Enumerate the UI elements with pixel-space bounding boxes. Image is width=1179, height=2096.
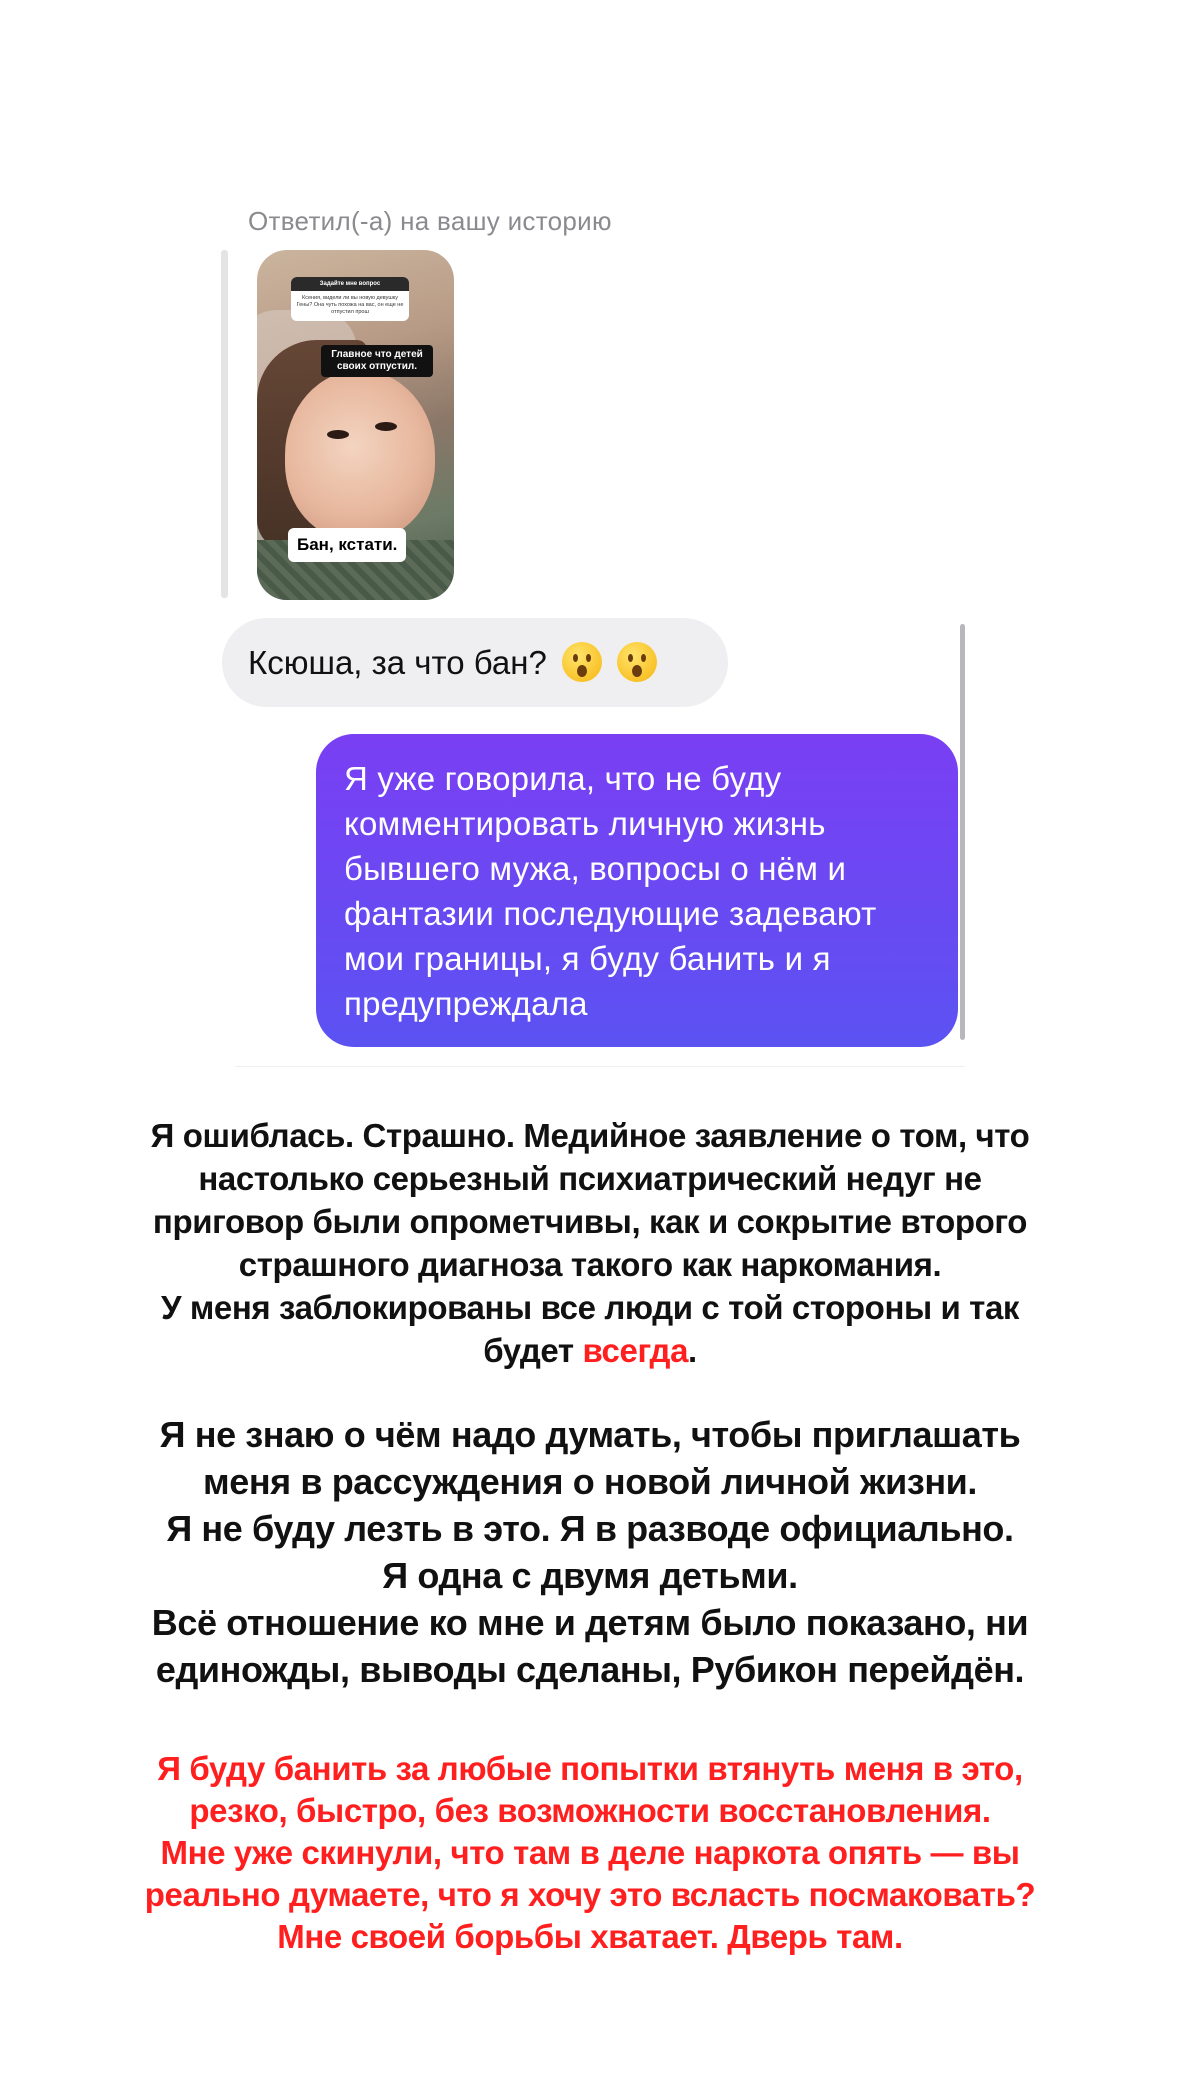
incoming-message-bubble[interactable] bbox=[222, 618, 728, 707]
quote-bar bbox=[221, 250, 228, 598]
divider bbox=[235, 1066, 965, 1067]
statement-text: . bbox=[688, 1332, 697, 1369]
story-photo-eye bbox=[375, 422, 397, 431]
story-photo-face bbox=[285, 370, 435, 540]
warning-line: Мне уже скинули, что там в деле наркота опять — вы bbox=[160, 1834, 1020, 1871]
statement-line: меня в рассуждения о новой личной жизни. bbox=[202, 1461, 978, 1502]
story-thumbnail[interactable] bbox=[257, 250, 454, 600]
statement-line: У меня заблокированы все люди с той стороны и так bbox=[160, 1289, 1020, 1326]
warning-line: Я буду банить за любые попытки втянуть меня в это, bbox=[157, 1750, 1023, 1787]
hushed-face-emoji-icon bbox=[562, 642, 602, 682]
question-sticker bbox=[291, 277, 409, 321]
statement-line: единожды, выводы сделаны, Рубикон перейдён. bbox=[155, 1649, 1025, 1690]
story-photo-eye bbox=[327, 430, 349, 439]
statement-line: страшного диагноза такого как наркомания. bbox=[238, 1246, 942, 1283]
statement-line: Я ошиблась. Страшно. Медийное заявление о том, что bbox=[150, 1117, 1030, 1154]
statement-line: Всё отношение ко мне и детям было показано, ни bbox=[151, 1602, 1029, 1643]
incoming-message-text: Ксюша, за что бан? bbox=[248, 644, 547, 681]
warning-line: реально думаете, что я хочу это всласть посмаковать? bbox=[144, 1876, 1036, 1913]
question-sticker-text: Ксения, видели ли вы новую девушку Гены? Она чуть похожа на вас, он еще не отпустил прош bbox=[296, 295, 404, 315]
statement-paragraph-1 bbox=[80, 1114, 1100, 1372]
statement-line: приговор были опрометчивы, как и сокрытие второго bbox=[152, 1203, 1028, 1240]
statement-line: Я одна с двумя детьми. bbox=[382, 1555, 798, 1596]
warning-paragraph bbox=[80, 1748, 1100, 1958]
statement-line bbox=[80, 1329, 1100, 1372]
statement-paragraph-2 bbox=[80, 1411, 1100, 1693]
warning-line: Мне своей борьбы хватает. Дверь там. bbox=[277, 1918, 903, 1955]
outgoing-message-text: Я уже говорила, что не буду комментировать личную жизнь бывшего мужа, вопросы о нём и фантазии последующие задевают мои границы, я буду банить и я предупреждала bbox=[344, 760, 877, 1022]
hushed-face-emoji-icon bbox=[617, 642, 657, 682]
outgoing-message-bubble[interactable] bbox=[316, 734, 958, 1047]
statement-text: будет bbox=[483, 1332, 583, 1369]
story-caption-sticker: Главное что детей своих отпустил. bbox=[321, 345, 433, 377]
chat-scrollbar[interactable] bbox=[960, 624, 965, 1040]
highlight-word: всегда bbox=[582, 1332, 689, 1369]
statement-line: Я не знаю о чём надо думать, чтобы приглашать bbox=[159, 1414, 1021, 1455]
ban-sticker: Бан, кстати. bbox=[288, 528, 406, 562]
warning-line: резко, быстро, без возможности восстановления. bbox=[189, 1792, 991, 1829]
story-reply-caption: Ответил(-а) на вашу историю bbox=[248, 206, 612, 236]
statement-line: Я не буду лезть в это. Я в разводе официально. bbox=[166, 1508, 1014, 1549]
question-sticker-title: Задайте мне вопрос bbox=[291, 277, 409, 291]
statement-line: настолько серьезный психиатрический недуг не bbox=[198, 1160, 982, 1197]
